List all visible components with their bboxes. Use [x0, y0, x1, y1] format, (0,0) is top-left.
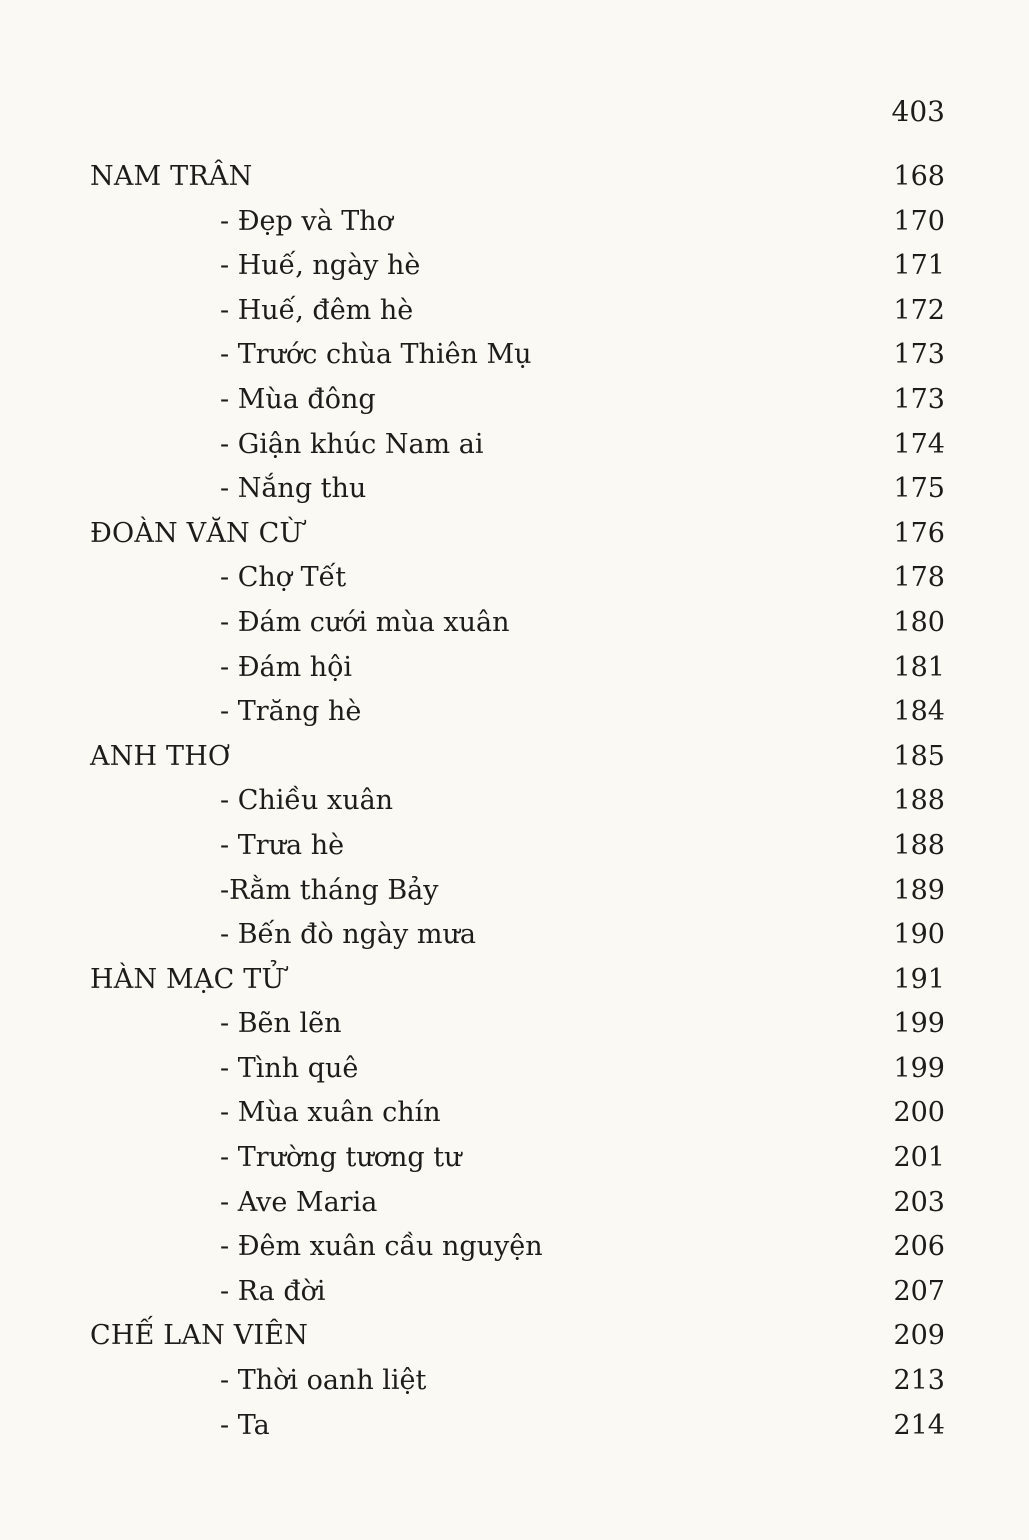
toc-poem-entry [0, 467, 1029, 512]
poem-title: - Ta [220, 1409, 270, 1441]
toc-poem-entry [0, 333, 1029, 378]
table-of-contents [0, 155, 1029, 1448]
toc-page-number: 199 [893, 1008, 945, 1040]
toc-author-entry [0, 1314, 1029, 1359]
toc-poem-entry [0, 779, 1029, 824]
toc-poem-entry [0, 913, 1029, 958]
toc-page-number: 200 [893, 1097, 945, 1129]
toc-page-number: 171 [893, 250, 945, 282]
author-name: ANH THƠ [90, 740, 231, 772]
toc-page-number: 170 [893, 205, 945, 237]
poem-title: -Rằm tháng Bảy [220, 874, 439, 906]
toc-poem-entry [0, 1181, 1029, 1226]
toc-page-number: 175 [893, 473, 945, 505]
toc-poem-entry [0, 869, 1029, 914]
toc-poem-entry [0, 556, 1029, 601]
toc-page-number: 174 [893, 428, 945, 460]
poem-title: - Ra đời [220, 1275, 326, 1307]
toc-page-number: 168 [893, 161, 945, 192]
toc-page-number: 180 [893, 606, 945, 638]
toc-page-number: 207 [893, 1275, 945, 1307]
toc-poem-entry [0, 1404, 1029, 1449]
toc-poem-entry [0, 200, 1029, 245]
toc-author-entry [0, 155, 1029, 200]
poem-title: - Tình quê [220, 1052, 359, 1084]
poem-title: - Mùa đông [220, 383, 376, 415]
poem-title: - Đám cưới mùa xuân [220, 606, 510, 638]
toc-page-number: 199 [893, 1052, 945, 1084]
poem-title: - Trăng hè [220, 696, 362, 728]
toc-page-number: 190 [893, 919, 945, 951]
toc-page-number: 214 [893, 1409, 945, 1441]
toc-page-number: 188 [893, 829, 945, 861]
toc-poem-entry [0, 1136, 1029, 1181]
poem-title: - Trường tương tư [220, 1142, 462, 1174]
toc-poem-entry [0, 423, 1029, 468]
toc-poem-entry [0, 690, 1029, 735]
toc-page-number: 173 [893, 339, 945, 371]
toc-page-number: 188 [893, 785, 945, 817]
toc-poem-entry [0, 1091, 1029, 1136]
author-name: NAM TRÂN [90, 161, 253, 192]
toc-poem-entry [0, 1225, 1029, 1270]
toc-author-entry [0, 958, 1029, 1003]
poem-title: - Chợ Tết [220, 562, 347, 594]
poem-title: - Nắng thu [220, 473, 367, 505]
author-name: CHẾ LAN VIÊN [90, 1320, 309, 1352]
toc-page-number: 191 [893, 963, 945, 995]
toc-poem-entry [0, 601, 1029, 646]
poem-title: - Ave Maria [220, 1186, 378, 1218]
poem-title: - Thời oanh liệt [220, 1365, 427, 1397]
toc-page-number: 181 [893, 651, 945, 683]
toc-page-number: 209 [893, 1320, 945, 1352]
poem-title: - Bẽn lẽn [220, 1008, 342, 1040]
toc-author-entry [0, 735, 1029, 780]
toc-poem-entry [0, 1359, 1029, 1404]
poem-title: - Đêm xuân cầu nguyện [220, 1231, 543, 1263]
toc-poem-entry [0, 824, 1029, 869]
toc-page-number: 178 [893, 562, 945, 594]
poem-title: - Giận khúc Nam ai [220, 428, 484, 460]
poem-title: - Mùa xuân chín [220, 1097, 441, 1129]
author-name: HÀN MẠC TỬ [90, 963, 285, 995]
toc-page-number: 189 [893, 874, 945, 906]
toc-page-number: 201 [893, 1142, 945, 1174]
poem-title: - Huế, đêm hè [220, 294, 414, 326]
page-number: 403 [891, 95, 945, 128]
toc-page-number: 185 [893, 740, 945, 772]
poem-title: - Đẹp và Thơ [220, 205, 393, 237]
toc-page-number: 184 [893, 696, 945, 728]
toc-poem-entry [0, 378, 1029, 423]
toc-poem-entry [0, 1002, 1029, 1047]
author-name: ĐOÀN VĂN CỪ [90, 517, 303, 549]
poem-title: - Bến đò ngày mưa [220, 919, 476, 951]
poem-title: - Đám hội [220, 651, 353, 683]
toc-author-entry [0, 512, 1029, 557]
poem-title: - Chiều xuân [220, 785, 394, 817]
toc-poem-entry [0, 646, 1029, 691]
toc-poem-entry [0, 1270, 1029, 1315]
poem-title: - Trưa hè [220, 829, 345, 861]
poem-title: - Trước chùa Thiên Mụ [220, 339, 532, 371]
toc-page-number: 172 [893, 294, 945, 326]
toc-page-number: 176 [893, 517, 945, 549]
poem-title: - Huế, ngày hè [220, 250, 421, 282]
toc-page-number: 203 [893, 1186, 945, 1218]
toc-page-number: 173 [893, 383, 945, 415]
toc-poem-entry [0, 1047, 1029, 1092]
toc-poem-entry [0, 244, 1029, 289]
toc-page-number: 213 [893, 1365, 945, 1397]
toc-poem-entry [0, 289, 1029, 334]
toc-page-number: 206 [893, 1231, 945, 1263]
